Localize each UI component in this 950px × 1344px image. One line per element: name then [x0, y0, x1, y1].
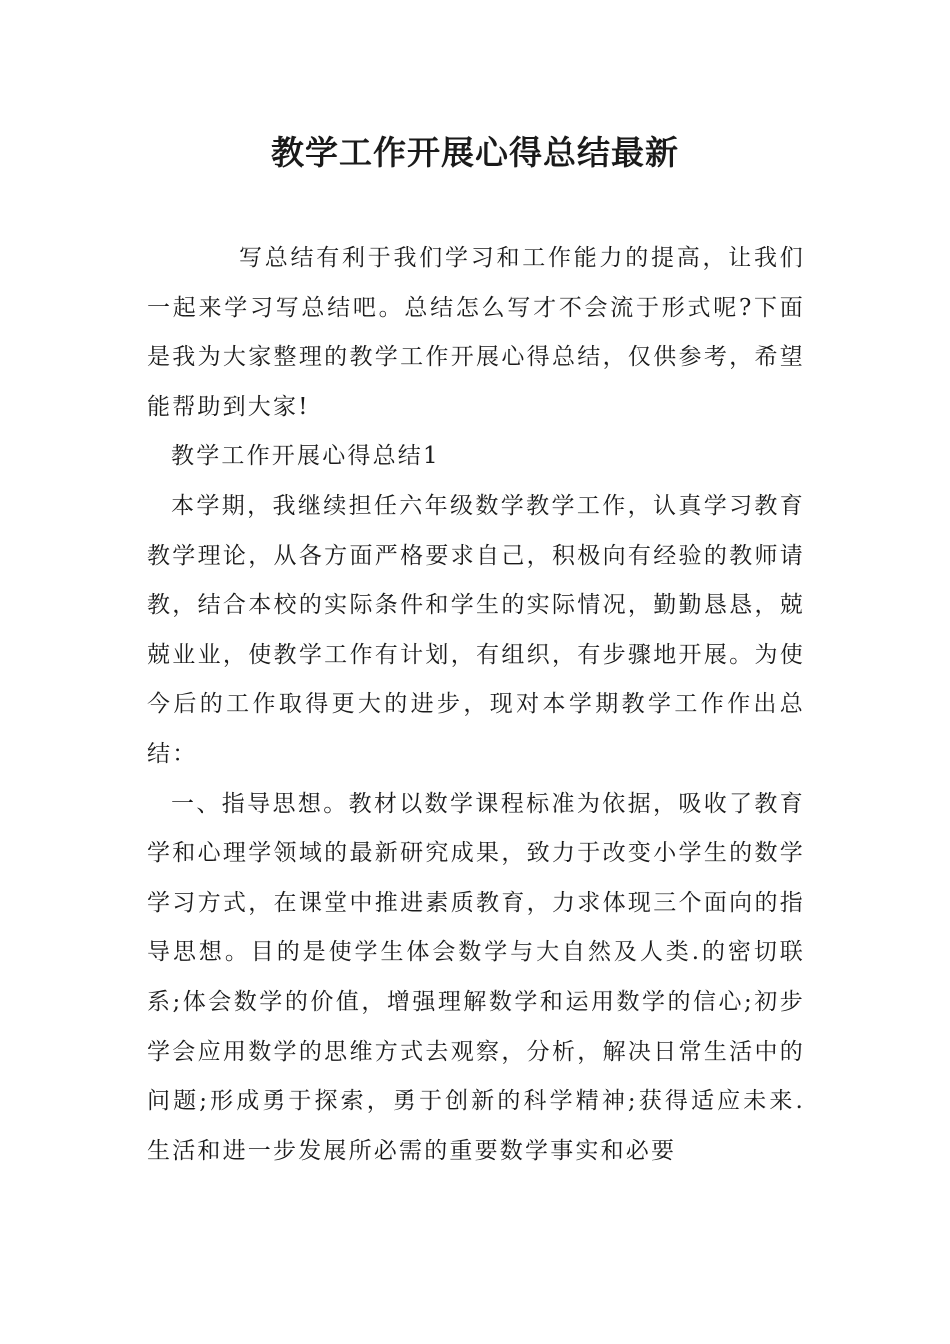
document-body	[147, 234, 805, 1176]
body-paragraph-1: 本学期，我继续担任六年级数学教学工作，认真学习教育教学理论，从各方面严格要求自己，积极向有经验的教师请教，结合本校的实际条件和学生的实际情况，勤勤恳恳，兢兢业业，使教学工作有计划，有组织，有步骤地开展。为使今后的工作取得更大的进步，现对本学期教学工作作出总结：	[147, 492, 805, 767]
intro-paragraph: 写总结有利于我们学习和工作能力的提高，让我们一起来学习写总结吧。总结怎么写才不会流于形式呢?下面是我为大家整理的教学工作开展心得总结，仅供参考，希望能帮助到大家!	[147, 245, 805, 420]
section-heading: 教学工作开展心得总结1	[171, 443, 440, 470]
document-title: 教学工作开展心得总结最新	[271, 133, 679, 172]
body-paragraph-2: 一、指导思想。教材以数学课程标准为依据，吸收了教育学和心理学领域的最新研究成果，致力于改变小学生的数学学习方式，在课堂中推进素质教育，力求体现三个面向的指导思想。目的是使学生体会数学与大自然及人类.的密切联系;体会数学的价值，增强理解数学和运用数学的信心;初步学会应用数学的思维方式去观察，分析，解决日常生活中的问题;形成勇于探索，勇于创新的科学精神;获得适应未来.生活和进一步发展所必需的重要数学事实和必要	[147, 790, 805, 1164]
